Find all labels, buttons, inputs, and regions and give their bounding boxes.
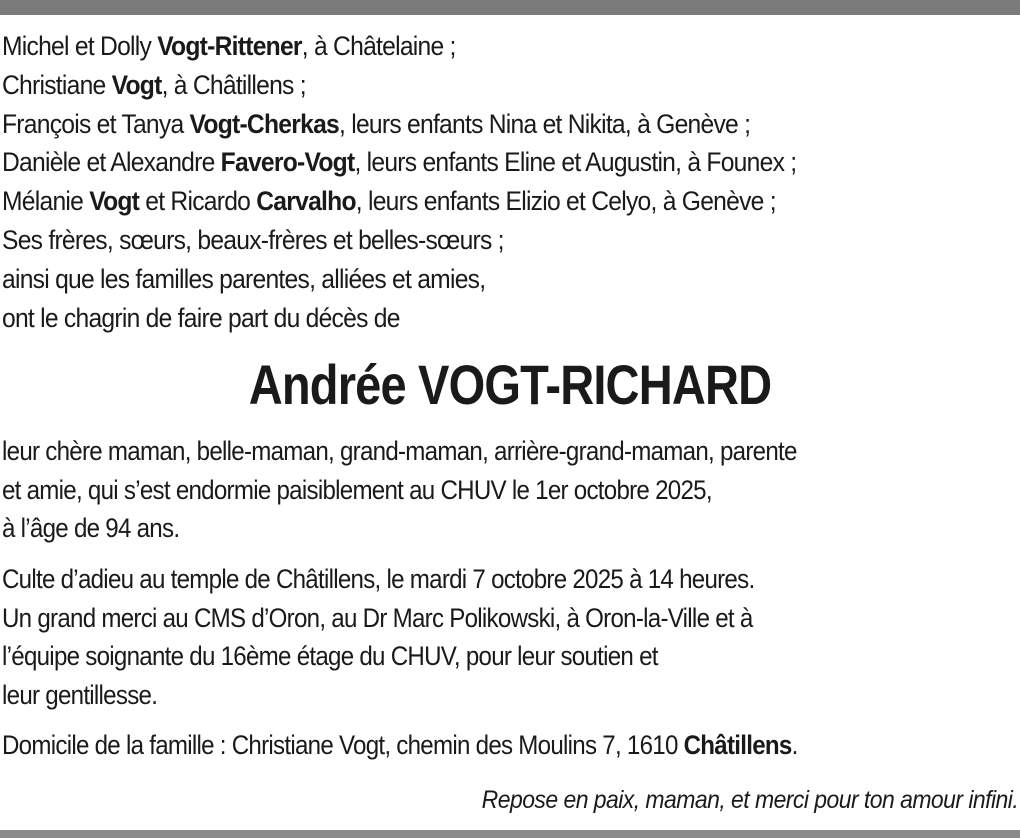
paragraph-line: à l’âge de 94 ans. bbox=[2, 513, 180, 543]
domicile-suffix: . bbox=[791, 730, 798, 760]
family-list bbox=[2, 27, 947, 337]
family-line: François et Tanya Vogt-Cherkas, leurs enfants Nina et Nikita, à Genève ; bbox=[2, 108, 751, 139]
family-line: Ses frères, sœurs, beaux-frères et belles-sœurs ; bbox=[2, 224, 504, 255]
paragraph-line: leur chère maman, belle-maman, grand-maman, arrière-grand-maman, parente bbox=[2, 436, 797, 466]
family-line: Christiane Vogt, à Châtillens ; bbox=[2, 69, 306, 100]
family-line: ont le chagrin de faire part du décès de bbox=[2, 302, 400, 333]
closing-quote: Repose en paix, maman, et merci pour ton amour infini. bbox=[481, 786, 1018, 814]
paragraph-line: Culte d’adieu au temple de Châtillens, le mardi 7 octobre 2025 à 14 heures. bbox=[2, 564, 755, 594]
obituary-content bbox=[2, 27, 1018, 337]
bottom-rule bbox=[0, 830, 1020, 838]
domicile-town: Châtillens bbox=[683, 730, 792, 760]
paragraph-line: Un grand merci au CMS d’Oron, au Dr Marc Polikowski, à Oron-la-Ville et à bbox=[2, 602, 753, 633]
domicile-line bbox=[2, 726, 798, 765]
paragraph-line: leur gentillesse. bbox=[2, 679, 158, 710]
family-line: Danièle et Alexandre Favero-Vogt, leurs enfants Eline et Augustin, à Founex ; bbox=[2, 147, 797, 178]
family-line: Mélanie Vogt et Ricardo Carvalho, leurs enfants Elizio et Celyo, à Genève ; bbox=[2, 186, 776, 217]
domicile-text: Domicile de la famille : Christiane Vogt, chemin des Moulins 7, 1610 bbox=[2, 730, 684, 760]
paragraph-line: et amie, qui s’est endormie paisiblement au CHUV le 1er octobre 2025, bbox=[2, 474, 712, 505]
top-rule bbox=[0, 0, 1020, 15]
deceased-name: Andrée VOGT-RICHARD bbox=[248, 353, 772, 416]
ceremony-paragraph bbox=[2, 560, 754, 714]
tribute-paragraph bbox=[2, 432, 797, 548]
family-line: ainsi que les familles parentes, alliées et amies, bbox=[2, 263, 486, 294]
family-line: Michel et Dolly Vogt-Rittener, à Châtelaine ; bbox=[2, 31, 456, 61]
paragraph-line: l’équipe soignante du 16ème étage du CHUV, pour leur soutien et bbox=[2, 641, 658, 671]
